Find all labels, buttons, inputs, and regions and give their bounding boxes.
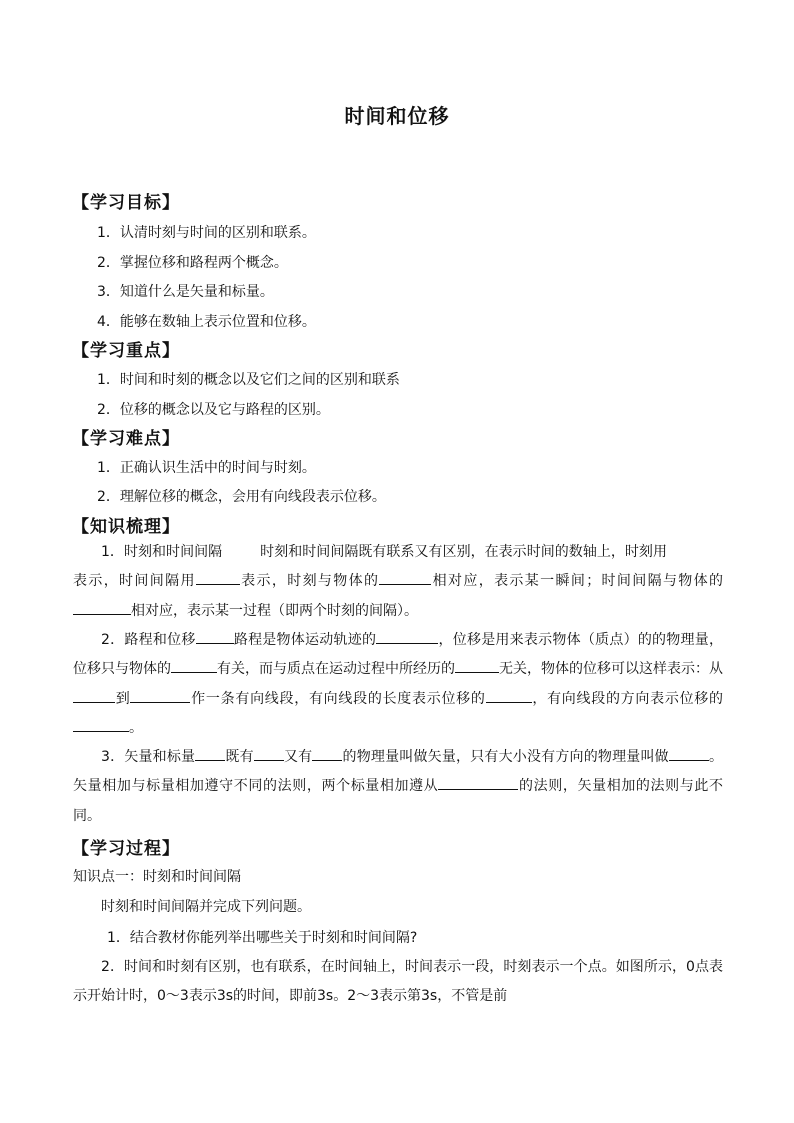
difficulty-item: 2．理解位移的概念，会用有向线段表示位移。 [97,489,386,505]
key-point-item: 2．位移的概念以及它与路程的区别。 [97,402,330,418]
blank [669,746,709,761]
knowledge-point-title: 知识点一：时刻和时间间隔 [73,869,241,885]
intro-text: 时刻和时间间隔并完成下列问题。 [101,899,311,915]
blank [438,775,518,790]
blank [130,688,190,703]
knowledge-paragraph-vector: 3．矢量和标量 既有 又有 的物理量叫做矢量，只有大小没有方向的物理量叫做 。矢量相加与标量相加遵守不同的法则，两个标量相加遵从 的法则，矢量相加的法则与此不同。 [73,743,723,831]
blank [196,570,240,585]
difficulty-item: 1．正确认识生活中的时间与时刻。 [97,460,316,476]
page-title: 时间和位移 [344,104,450,128]
objective-item: 4．能够在数轴上表示位置和位移。 [97,314,316,330]
question-2: 2．时间和时刻有区别，也有联系，在时间轴上，时间表示一段，时刻表示一个点。如图所示，0点表示开始计时，0～3表示3s的时间，即前3s。2～3表示第3s，不管是前 [73,959,723,1005]
key-points-heading: 【学习重点】 [72,341,180,361]
question-1: 1．结合教材你能列举出哪些关于时刻和时间间隔? [107,930,418,946]
blank [376,629,438,644]
process-heading: 【学习过程】 [72,839,180,859]
blank [254,746,284,761]
blank [379,570,431,585]
blank [73,717,129,732]
knowledge-paragraph-displacement: 2．路程和位移 路程是物体运动轨迹的 ，位移是用来表示物体（质点）的的物理量，位移只与物体的 有关，而与质点在运动过程中所经历的 无关，物体的位移可以这样表示：从到 作一条有向线段，有向线段的长度表示位移的 ，有向线段的方向表示位移的。 [73,626,723,743]
objective-item: 2．掌握位移和路程两个概念。 [97,255,288,271]
blank [196,629,234,644]
key-point-item: 1．时间和时刻的概念以及它们之间的区别和联系 [97,372,400,388]
objective-item: 1．认清时刻与时间的区别和联系。 [97,225,316,241]
blank [73,600,131,615]
blank [73,688,115,703]
objectives-heading: 【学习目标】 [72,193,180,213]
blank [455,658,499,673]
knowledge-heading: 【知识梳理】 [72,517,180,537]
blank [171,658,217,673]
difficulties-heading: 【学习难点】 [72,429,180,449]
objective-item: 3．知道什么是矢量和标量。 [97,284,274,300]
blank [195,746,225,761]
blank [486,688,532,703]
knowledge-paragraph-time: 1．时刻和时间间隔 时刻和时间间隔既有联系又有区别，在表示时间的数轴上，时刻用表示，时间间隔用 表示，时刻与物体的 相对应，表示某一瞬间；时间间隔与物体的相对应，表示某一过程（即两个时刻的间隔）。 [73,544,724,619]
blank [312,746,342,761]
